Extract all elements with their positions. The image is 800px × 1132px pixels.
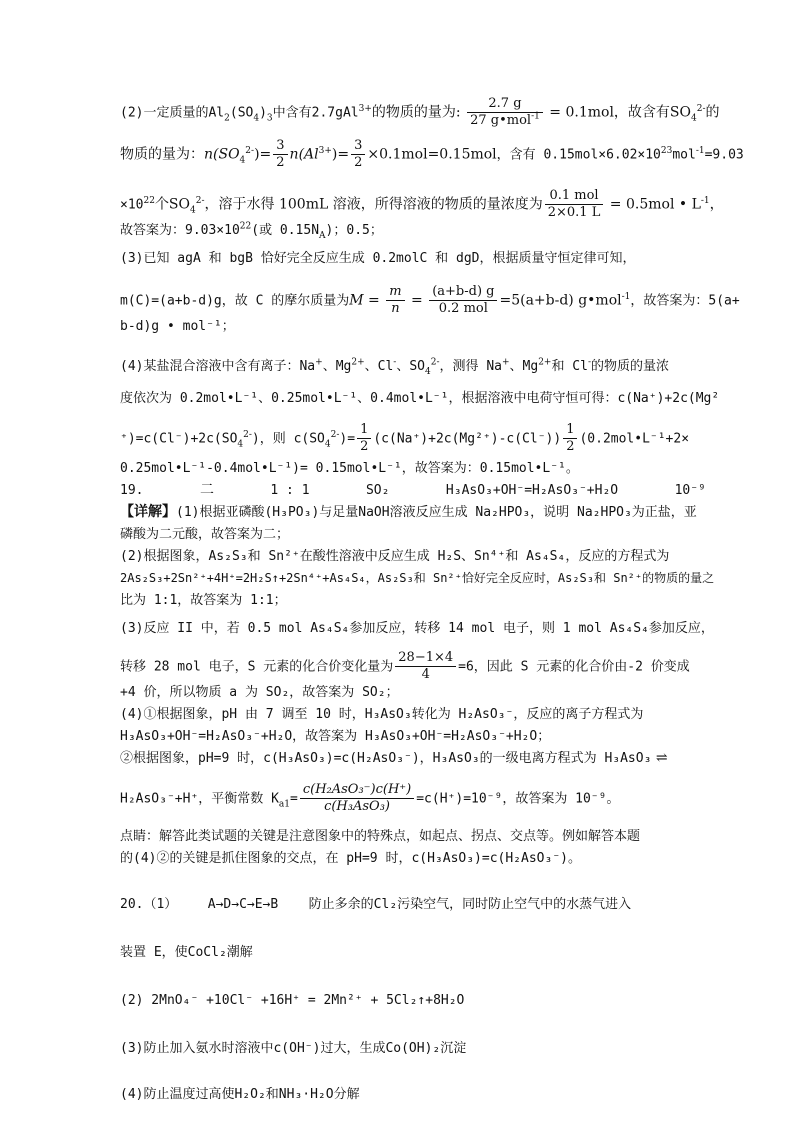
q20-line4: (3)防止加入氨水时溶液中c(OH⁻)过大，生成Co(OH)₂沉淀 — [120, 1041, 467, 1056]
q18-p4-line3: $^+)=c(Cl^-)+2c(SO_4^{2-})$，则 $c(SO_4^{2-})=$ $\frac{1}{2}$ (c(Na⁺)+2c(Mg²⁺)-c(Cl⁻)) $\frac{1}{2}$ (0.2mol•L⁻¹+2× — [120, 422, 690, 454]
q20-line5: (4)防止温度过高使H₂O₂和NH₃·H₂O分解 — [120, 1087, 360, 1102]
q19-header: 19. 二 1 : 1 SO₂ H₃AsO₃+OH⁻=H₂AsO₃⁻+H₂O 10⁻⁹ — [120, 482, 706, 498]
q19-detail-line3: (2)根据图象，As₂S₃和 Sn²⁺在酸性溶液中反应生成 H₂S、Sn⁴⁺和 As₄S₄，反应的方程式为 — [120, 549, 670, 564]
equilibrium-arrow-icon: ⇌ — [655, 750, 668, 766]
q19-detail-line9: (4)①根据图象，pH 由 7 调至 10 时，H₃AsO₃转化为 H₂AsO₃⁻，反应的离子方程式为 — [120, 707, 644, 722]
q19-detail-line7: 转移 28 mol 电子，S 元素的化合价变化量为 $\frac{28-1\times 4}{4}$ =6，因此 S 元素的化合价由-2 价变成 — [120, 650, 690, 682]
q19-detail-line1: 【详解】(1)根据亚磷酸(H₃PO₃)与足量NaOH溶液反应生成 Na₂HPO₃，说明 Na₂HPO₃为正盐，亚 — [120, 504, 697, 520]
q19-tip-line1: 点睛：解答此类试题的关键是注意图象中的特殊点，如起点、拐点、交点等。例如解答本题 — [120, 829, 641, 844]
q20-line1: 20.（1） A→D→C→E→B 防止多余的Cl₂污染空气，同时防止空气中的水蒸气进入 — [120, 897, 632, 912]
q18-p3-line2: m(C)=(a+b-d)g，故 C 的摩尔质量为M = $\frac{m}{n}$ = $\frac{(a+b-d) g}{\text{0.2 mol}}$ =5(a+b-d) g•mol$^{-1}$，故答案为：5(a+ — [120, 284, 740, 316]
q18-p2-line1: (2)一定质量的$Al_2(SO_4)_3$中含有2.7gAl$^{3+}$的物质的量为: $\frac{2.7 g}{27 g•mol^{-1}}$ = 0.1mol，故含有$SO_4^{2-}$的 — [120, 96, 720, 128]
q18-p4-line4: 0.25mol•L⁻¹-0.4mol•L⁻¹)= 0.15mol•L⁻¹，故答案为：0.15mol•L⁻¹。 — [120, 461, 579, 476]
q20-line3: (2) 2MnO₄⁻ +10Cl⁻ +16H⁺ = 2Mn²⁺ + 5Cl₂↑+8H₂O — [120, 993, 465, 1008]
q18-p4-line2: 度依次为 0.2mol•L⁻¹、0.25mol•L⁻¹、0.4mol•L⁻¹，根据溶液中电荷守恒可得：c(Na⁺)+2c(Mg² — [120, 391, 720, 406]
q19-detail-line12: H₂AsO₃⁻+H⁺，平衡常数 $K_{a1}=$ $\frac{\text{c(H₂AsO₃⁻)c(H⁺)}}{\text{c(H₃AsO₃)}}$ =c(H⁺)=10⁻⁹，故答案为 10⁻⁹。 — [120, 782, 620, 814]
q19-detail-line4: 2As₂S₃+2Sn²⁺+4H⁺=2H₂S↑+2Sn⁴⁺+As₄S₄，As₂S₃和 Sn²⁺恰好完全反应时，As₂S₃和 Sn²⁺的物质的量之 — [120, 571, 715, 585]
q18-p3-line1: (3)已知 agA 和 bgB 恰好完全反应生成 0.2molC 和 dgD，根据质量守恒定律可知， — [120, 251, 636, 266]
q19-detail-line10: H₃AsO₃+OH⁻=H₂AsO₃⁻+H₂O，故答案为 H₃AsO₃+OH⁻=H₂AsO₃⁻+H₂O； — [120, 729, 551, 744]
q18-p2-line2: 物质的量为：$n(SO_4^{2-})=$ $\frac{3}{2}$ $n(Al^{3+})=$ $\frac{3}{2}$ ×0.1mol=0.15mol，含有 $0.15mol\times 6.02\times 10^{23}mol^{-1}=9.03$ — [120, 138, 744, 170]
fraction: $\frac{2.7 g}{27 g•mol^{-1}}$ — [467, 96, 543, 129]
q18-p3-line3: b-d)g • mol⁻¹； — [120, 319, 235, 334]
q18-p2-line3: $\times 10^{22}$个$SO_4^{2-}$，溶于水得 100mL 溶液，所得溶液的物质的量浓度为 $\frac{\text{0.1 mol}}{2\times 0.1 L}$ = 0.5mol • $L^{-1}$， — [120, 188, 724, 220]
q19-detail-line5: 比为 1:1，故答案为 1:1； — [120, 593, 287, 608]
q20-line2: 装置 E，使CoCl₂潮解 — [120, 945, 253, 960]
q18-p2-line4: 故答案为：$9.03\times 10^{22}$(或 $0.15N_A$)；0.5； — [120, 221, 383, 241]
q19-tip-line2: 的(4)②的关键是抓住图象的交点，在 pH=9 时，c(H₃AsO₃)=c(H₂AsO₃⁻)。 — [120, 851, 581, 866]
q19-detail-line2: 磷酸为二元酸，故答案为二； — [120, 527, 290, 542]
q19-detail-line11: ②根据图象，pH=9 时，c(H₃AsO₃)=c(H₂AsO₃⁻)，H₃AsO₃的一级电离方程式为 H₃AsO₃ ⇌ — [120, 750, 668, 766]
q19-detail-line8: +4 价，所以物质 a 为 SO₂，故答案为 SO₂； — [120, 685, 399, 700]
q19-detail-line6: (3)反应 II 中，若 0.5 mol As₄S₄参加反应，转移 14 mol 电子，则 1 mol As₄S₄参加反应， — [120, 621, 714, 636]
q18-p4-line1: (4)某盐混合溶液中含有离子：Na+、$Mg^{2+}$、Cl-、$SO_4^{2-}$，测得 Na+、$Mg^{2+}$和 Cl-的物质的量浓 — [120, 357, 670, 377]
